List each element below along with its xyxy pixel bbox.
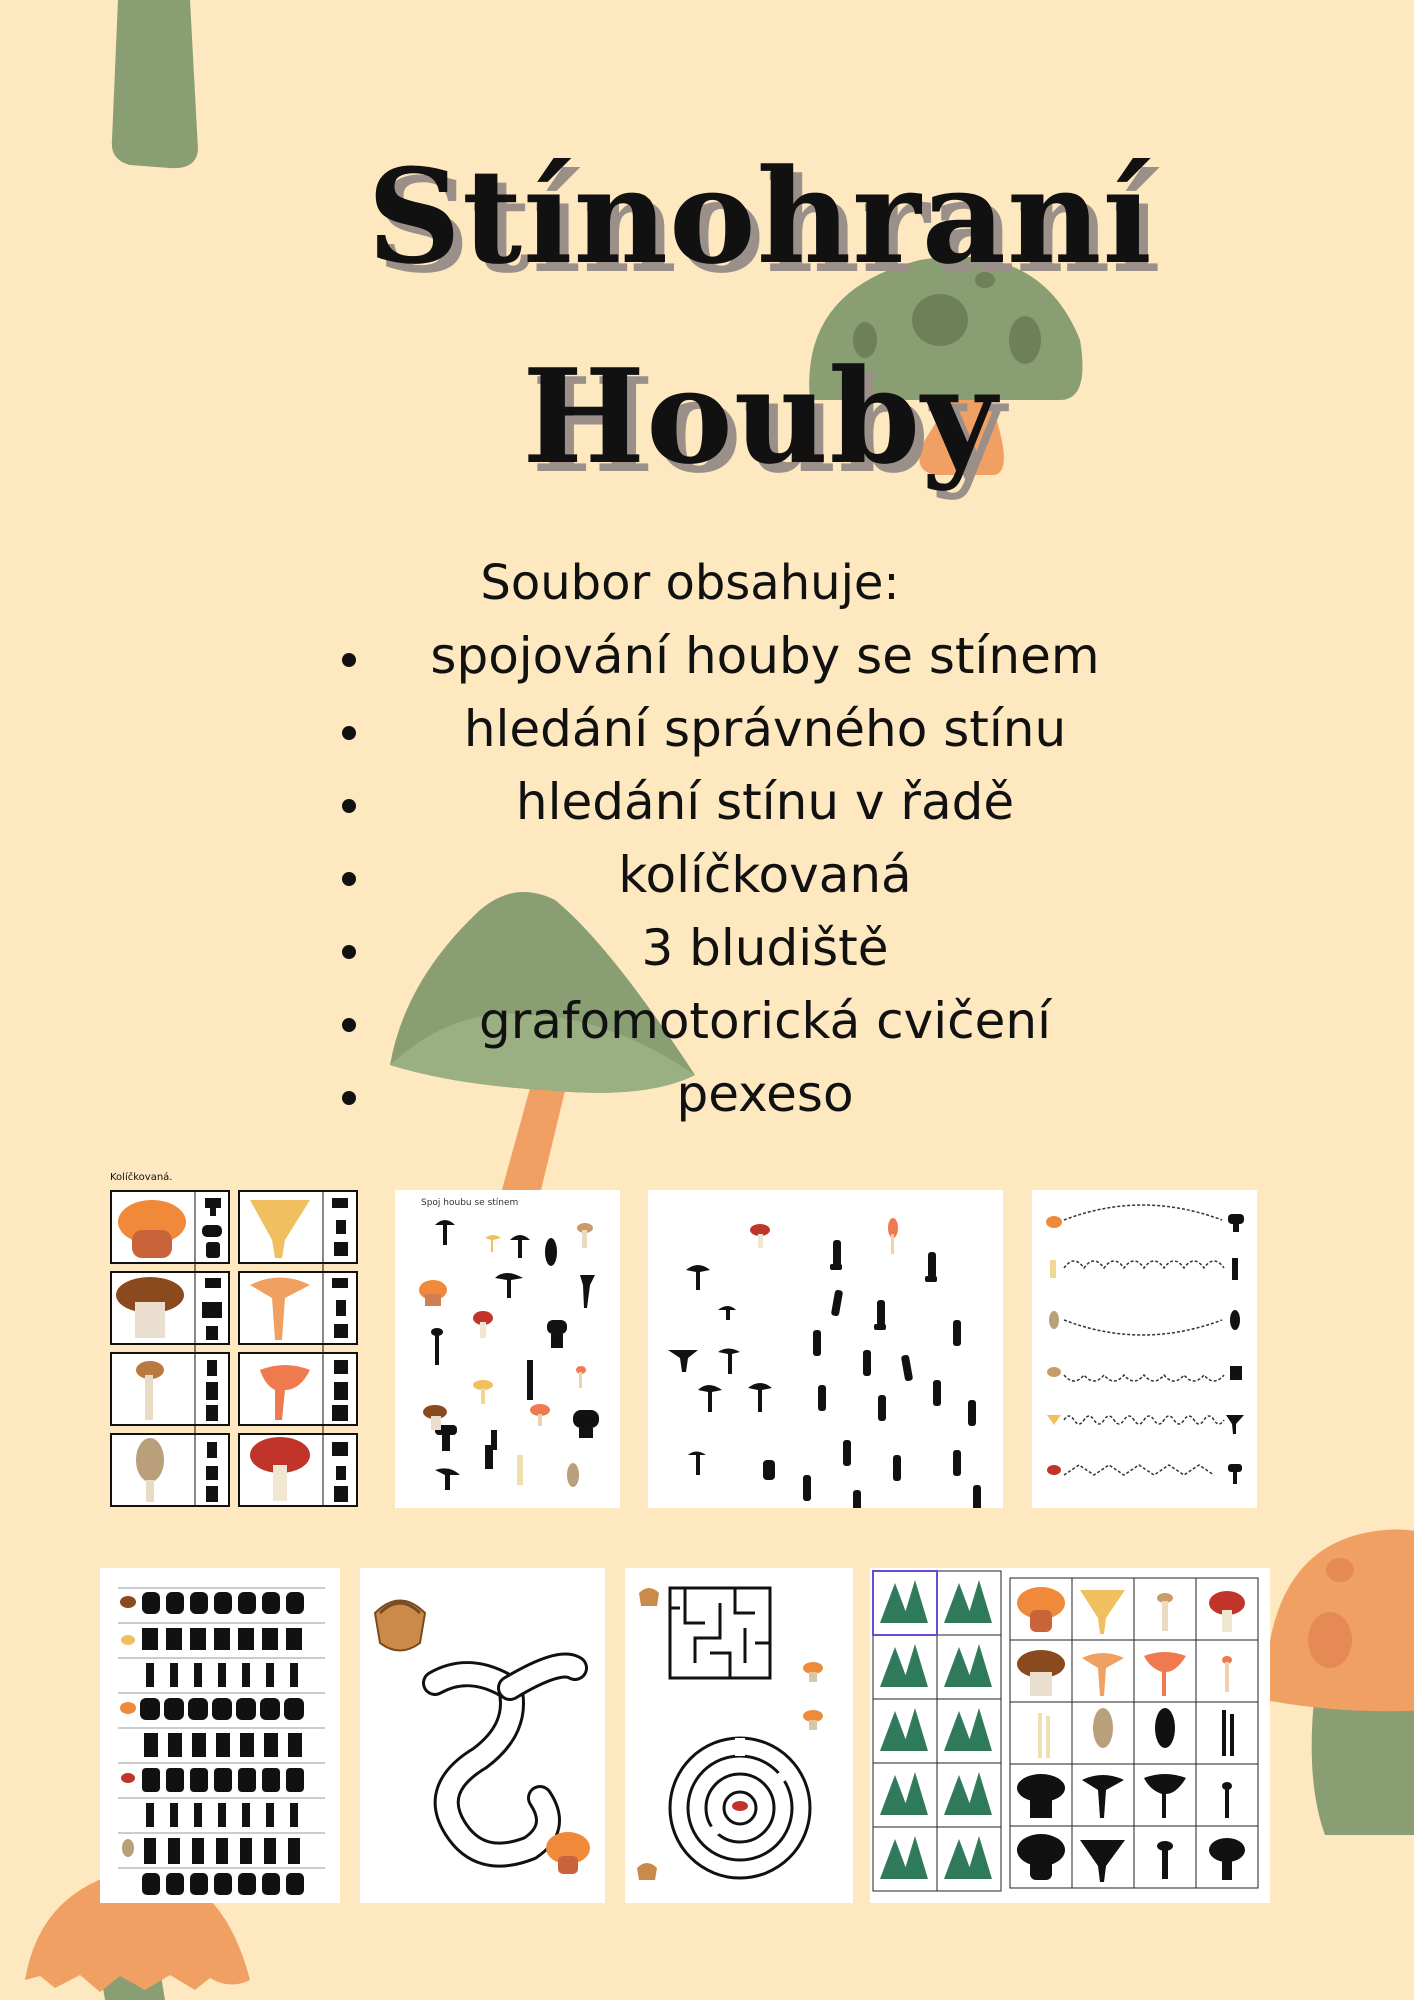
preview-bludiste-1 xyxy=(360,1568,605,1903)
rows-image xyxy=(100,1568,340,1903)
preview-hledani-stinu xyxy=(648,1190,1003,1508)
feature-connect-shadow: spojování houby se stínem xyxy=(430,627,1100,685)
list-item xyxy=(330,1058,1150,1131)
bullet-icon xyxy=(342,799,356,813)
contents-heading: Soubor obsahuje: xyxy=(480,555,900,611)
orange-mushroom-right-icon xyxy=(1265,1520,1414,1840)
kolickovana-caption: Kolíčkovaná. xyxy=(110,1172,173,1183)
list-item xyxy=(330,985,1150,1058)
spoj-mushrooms-image xyxy=(395,1190,620,1508)
list-item xyxy=(330,620,1150,693)
list-item xyxy=(330,693,1150,766)
feature-clothespin: kolíčkovaná xyxy=(618,846,912,904)
bullet-icon xyxy=(342,1018,356,1032)
feature-memory-game: pexeso xyxy=(676,1065,854,1123)
feature-list xyxy=(330,620,1150,1131)
feature-mazes: 3 bludiště xyxy=(641,919,889,977)
bullet-icon xyxy=(342,872,356,886)
preview-pexeso xyxy=(870,1568,1270,1903)
feature-find-shadow: hledání správného stínu xyxy=(463,700,1067,758)
preview-kolickovana-image xyxy=(110,1190,360,1510)
bullet-icon xyxy=(342,1091,356,1105)
preview-spoj-houbu xyxy=(395,1190,620,1508)
bullet-icon xyxy=(342,653,356,667)
title-line-2: Houby xyxy=(522,340,998,493)
list-item xyxy=(330,912,1150,985)
title-line-1: Stínohraní xyxy=(367,140,1153,293)
maze-2-image xyxy=(625,1568,853,1903)
feature-shadow-in-row: hledání stínu v řadě xyxy=(515,773,1015,831)
bullet-icon xyxy=(342,726,356,740)
spoj-caption: Spoj houbu se stínem xyxy=(421,1198,519,1208)
feature-graphomotor: grafomotorická cvičení xyxy=(479,992,1051,1050)
maze-1-image xyxy=(360,1568,605,1903)
list-item xyxy=(330,839,1150,912)
mushroom-stem-top-left-icon xyxy=(100,0,210,180)
graphomotor-image xyxy=(1032,1190,1257,1508)
list-item xyxy=(330,766,1150,839)
preview-stin-v-rade xyxy=(100,1568,340,1903)
preview-grafomotorika xyxy=(1032,1190,1257,1508)
pexeso-image xyxy=(870,1568,1270,1903)
preview-bludiste-2 xyxy=(625,1568,853,1903)
shadow-sheet-image xyxy=(648,1190,1003,1508)
bullet-icon xyxy=(342,945,356,959)
